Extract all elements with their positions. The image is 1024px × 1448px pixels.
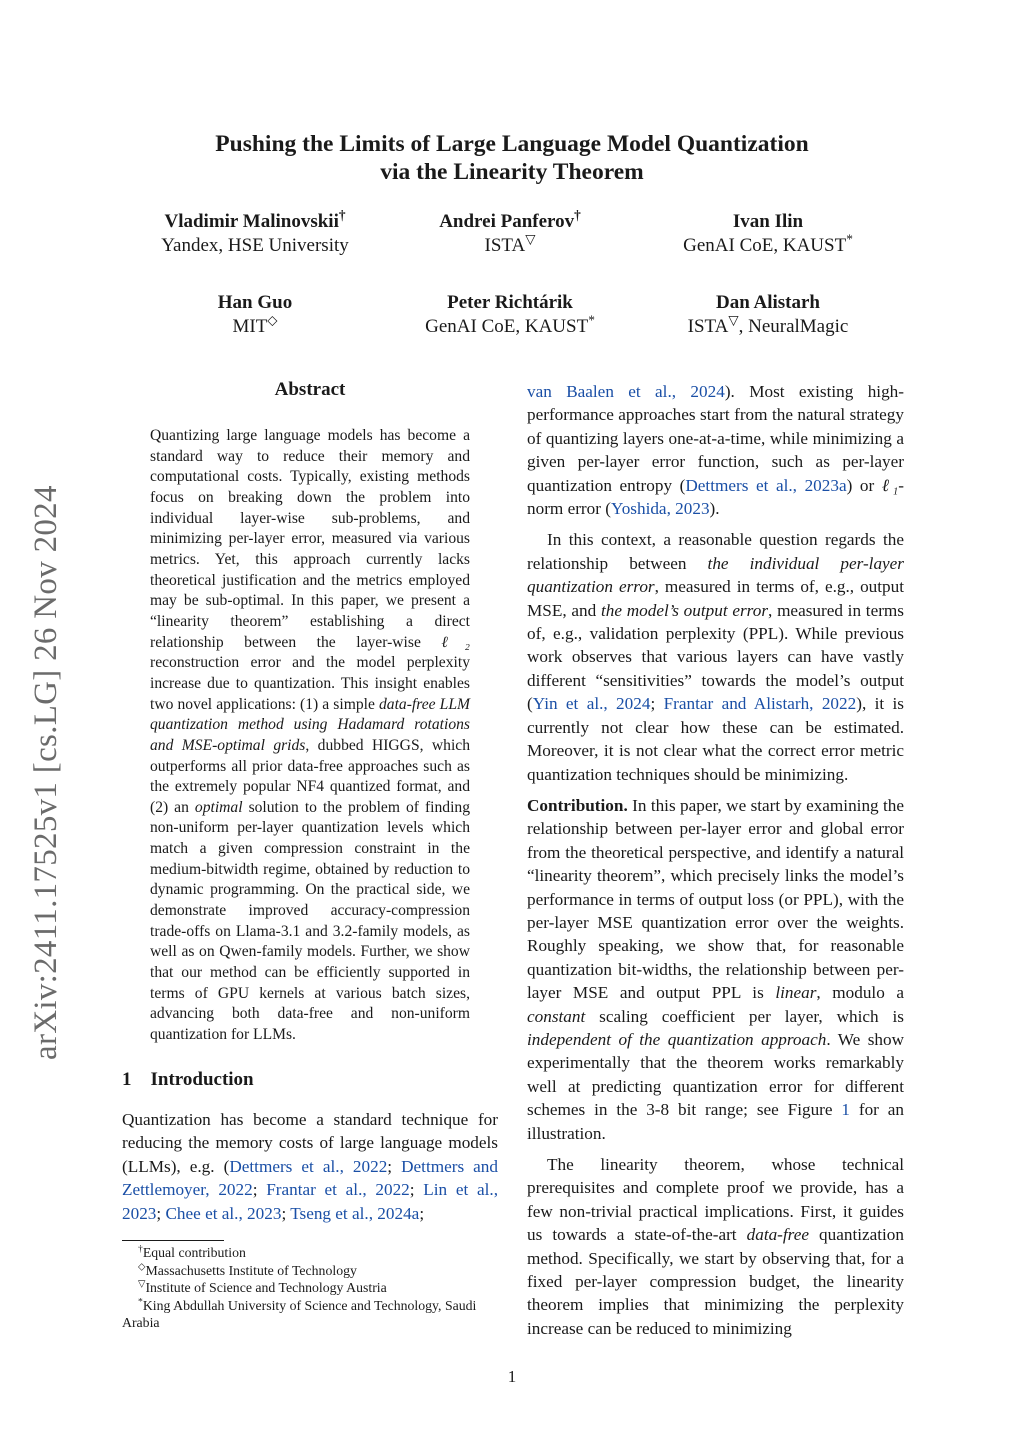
- author-affiliation: Yandex, HSE University: [161, 235, 349, 256]
- author-affiliation: GenAI CoE, KAUST*: [683, 231, 853, 256]
- footnote: ◇Massachusetts Institute of Technology: [138, 1261, 357, 1278]
- citation-link[interactable]: Dettmers et al., 2023a: [685, 475, 847, 495]
- author-affiliation: MIT◇: [232, 312, 278, 337]
- arxiv-stamp: arXiv:2411.17525v1 [cs.LG] 26 Nov 2024: [28, 485, 64, 1060]
- author-block-2: [360, 207, 660, 258]
- figure-ref-link[interactable]: 1: [841, 1100, 850, 1120]
- paragraph-contribution: Contribution. In this paper, we start by examining the relationship between per-layer error and global error from the theoretical perspective, and identify a natural “linearity theorem”, which precisely links the model’s performance in terms of output loss (or PPL), with the per-layer MSE quantization error over the weights. Roughly speaking, we show that, for reasonable quantization bit-widths, the relationship between per-layer MSE and output PPL is linear, modulo a constant scaling coefficient per layer, which is independent of the quantization approach. We show experimentally that the theorem works remarkably well at predicting quantization error for different schemes in the 3-8 bit range; see Figure 1 for an illustration.: [527, 795, 905, 1143]
- citation-link[interactable]: Chee et al., 2023: [165, 1203, 282, 1223]
- citation-link[interactable]: Lin et al., 2023: [122, 1180, 498, 1223]
- author-affiliation: ISTA▽: [484, 231, 536, 256]
- footnote: ▽Institute of Science and Technology Austria: [138, 1278, 387, 1296]
- author-name: Andrei Panferov†: [439, 207, 581, 232]
- author-name: Ivan Ilin: [732, 211, 804, 232]
- citation-link[interactable]: Dettmers et al., 2022: [229, 1156, 388, 1176]
- page-number: 1: [507, 1367, 517, 1386]
- author-affiliation: GenAI CoE, KAUST*: [425, 312, 595, 337]
- abstract-body: Quantizing large language models has become a standard way to reduce their memory and computational costs. Typically, existing methods focus on breaking down the problem into individual layer-wise sub-problems, and minimizing per-layer error, measured via various metrics. Yet, this approach currently lacks theoretical justification and the metrics employed may be sub-optimal. In this paper, we present a “linearity theorem” establishing a direct relationship between the layer-wise ℓ₂ reconstruction error and the model perplexity increase due to quantization. This insight enables two novel applications: (1) a simple data-free LLM quantization method using Hadamard rotations and MSE-optimal grids, dubbed HIGGS, which outperforms all prior data-free approaches such as the extremely popular NF4 quantized format, and (2) an optimal solution to the problem of finding non-uniform per-layer quantization levels which match a given compression constraint in the medium-bitwidth regime, obtained by reduction to dynamic programming. On the practical side, we demonstrate improved accuracy-compression trade-offs on Llama-3.1 and 3.2-family models, as well as on Qwen-family models. Further, we show that our method can be efficiently supported in terms of GPU kernels at various batch sizes, advancing both data-free and non-uniform quantization for LLMs.: [150, 427, 471, 1044]
- right-column: [527, 380, 904, 1348]
- paragraph: The linearity theorem, whose technical prerequisites and complete proof we provide, has a few non-trivial practical implications. First, it guides us towards a state-of-the-art data-free quantization method. Specifically, we start by observing that, for a fixed per-layer compression budget, the linearity theorem implies that minimizing the perplexity increase can be reduced to minimizing: [527, 1155, 904, 1338]
- author-name: Han Guo: [217, 292, 293, 313]
- citation-link[interactable]: Dettmers and Zettlemoyer, 2022: [122, 1156, 498, 1200]
- abstract-heading: Abstract: [274, 379, 346, 400]
- footnote: *King Abdullah University of Science and Technology, Saudi Arabia: [122, 1296, 477, 1331]
- citation-link[interactable]: Tseng et al., 2024a: [290, 1203, 420, 1223]
- citation-link[interactable]: Yoshida, 2023: [611, 499, 710, 519]
- section-heading-introduction: 1 Introduction: [122, 1069, 254, 1090]
- paragraph: van Baalen et al., 2024). Most existing high-performance approaches start from the natural strategy of quantizing layers one-at-a-time, while minimizing a given per-layer error function, such as per-layer quantization entropy (Dettmers et al., 2023a) or ℓ₁-norm error (Yoshida, 2023).: [527, 382, 904, 519]
- title-line-1: Pushing the Limits of Large Language Model Quantization: [215, 131, 809, 157]
- citation-link[interactable]: Frantar et al., 2022: [266, 1180, 410, 1200]
- title-line-2: via the Linearity Theorem: [380, 159, 644, 185]
- footnote: †Equal contribution: [138, 1243, 246, 1260]
- citation-link[interactable]: Frantar and Alistarh, 2022: [663, 694, 857, 714]
- author-block-5: [360, 291, 660, 339]
- footnotes: [122, 1244, 500, 1332]
- footnote-rule: [122, 1240, 224, 1241]
- author-block-3: [618, 210, 918, 258]
- author-affiliation: ISTA▽, NeuralMagic: [687, 312, 849, 337]
- citation-link[interactable]: van Baalen et al., 2024: [527, 382, 725, 401]
- author-name: Peter Richtárik: [447, 292, 573, 313]
- author-name: Dan Alistarh: [716, 292, 820, 313]
- author-name: Vladimir Malinovskii†: [164, 207, 346, 232]
- paragraph: In this context, a reasonable question regards the relationship between the individual per-layer quantization error, measured in terms of, e.g., output MSE, and the model’s output error, measured in terms of, e.g., validation perplexity (PPL). While previous work observes that various layers can have vastly different “sensitivities” towards the model’s output (Yin et al., 2024; Frantar and Alistarh, 2022), it is currently not clear how these can be estimated. Moreover, it is not clear what the correct error metric quantization techniques should be minimizing.: [527, 530, 904, 784]
- intro-paragraph: Quantization has become a standard technique for reducing the memory costs of large language models (LLMs), e.g. (Dettmers et al., 2022; Dettmers and Zettlemoyer, 2022; Frantar et al., 2022; Lin et al., 2023; Chee et al., 2023; Tseng et al., 2024a;: [122, 1110, 498, 1223]
- citation-link[interactable]: Yin et al., 2024: [532, 694, 651, 714]
- author-block-6: [618, 291, 918, 339]
- paper-title: [0, 130, 1024, 186]
